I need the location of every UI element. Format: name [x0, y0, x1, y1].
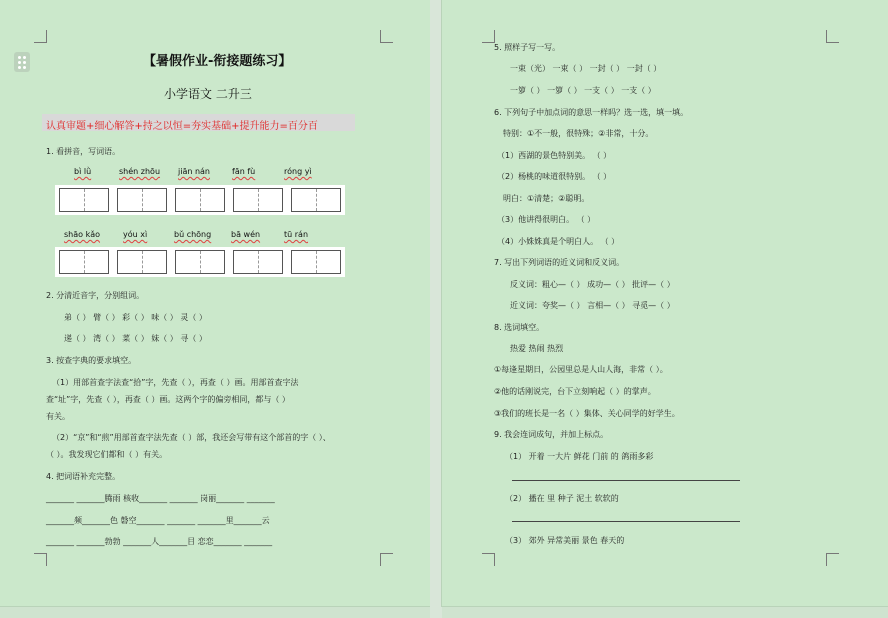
writing-box[interactable] — [233, 250, 283, 274]
q4-line: _______ _______勃勃 _______人_______目 恋恋_______ _______ — [46, 537, 273, 546]
crop-mark — [34, 30, 47, 43]
answer-line[interactable] — [512, 480, 740, 481]
pinyin-label: bā wén — [231, 230, 261, 239]
pinyin-label: bǔ chōng — [174, 230, 212, 239]
page-gutter — [430, 0, 442, 618]
q6-sentence: （4）小姝姝真是个明白人。 （ ） — [497, 237, 620, 246]
writing-box[interactable] — [117, 188, 167, 212]
writing-box[interactable] — [233, 188, 283, 212]
crop-mark — [380, 553, 393, 566]
q6-sentence: （1）西湖的景色特别美。 （ ） — [497, 151, 612, 160]
q7-title: 7. 写出下列词语的近义词和反义词。 — [494, 258, 625, 267]
q7-line: 反义词：粗心—（ ） 成功—（ ） 批评—（ ） — [510, 280, 675, 289]
q7-line: 近义词：夸奖—（ ） 言相—（ ） 寻觅—（ ） — [510, 301, 675, 310]
q4-title: 4. 把词语补充完整。 — [46, 472, 121, 481]
q3-line: （2）“京”和“煎”用部首查字法先查（ ）部，我还会写带有这个部首的字（ ）、 — [52, 433, 331, 442]
pinyin-label: yóu xì — [123, 230, 148, 239]
q6-definition: 明白：①清楚；②聪明。 — [503, 194, 590, 203]
crop-mark — [826, 553, 839, 566]
q9-line: （3） 郊外 异常美丽 景色 春天的 — [505, 536, 625, 545]
q8-title: 8. 选词填空。 — [494, 323, 545, 332]
answer-line[interactable] — [512, 521, 740, 522]
q6-definition: 特别：①不一般，很特殊；②非常，十分。 — [503, 129, 654, 138]
q4-line: _______ _______腾雨 核收_______ _______ 岗丽_______ _______ — [46, 494, 275, 503]
pinyin-label: róng yì — [284, 167, 312, 176]
pinyin-label: shén zhōu — [119, 167, 161, 176]
writing-box[interactable] — [291, 250, 341, 274]
writing-box[interactable] — [117, 250, 167, 274]
crop-mark — [482, 30, 495, 43]
pinyin-label: shāo kǎo — [64, 230, 101, 239]
pinyin-label: fān fù — [232, 167, 256, 176]
q6-title: 6. 下列句子中加点词的意思一样吗？选一选，填一填。 — [494, 108, 689, 117]
crop-mark — [826, 30, 839, 43]
q3-line: （ ）。我发现它们都和（ ）有关。 — [46, 450, 168, 459]
q1-title: 1. 看拼音，写词语。 — [46, 147, 121, 156]
pinyin-label: bì lǜ — [74, 167, 92, 176]
writing-box[interactable] — [291, 188, 341, 212]
writing-box[interactable] — [175, 188, 225, 212]
q6-sentence: （2）杨桃的味道很特别。 （ ） — [497, 172, 612, 181]
q8-sentence: ②他的话刚说完，台下立刻响起（ ）的掌声。 — [494, 387, 656, 396]
q4-line: _______频_______色 磐空_______ _______ _______里_______云 — [46, 516, 270, 525]
q3-line: 查“址”字，先查（ ），再查（ ）画。这两个字的偏旁相同，都与（ ） — [46, 395, 290, 404]
crop-mark — [34, 553, 47, 566]
writing-grid-row — [55, 247, 345, 277]
q3-line: （1）用部首查字法查“拾”字，先查（ ），再查（ ）画。用部首查字法 — [52, 378, 299, 387]
q9-line: （1） 开着 一大片 鲜花 门前 的 鸽雨多彩 — [505, 452, 654, 461]
q2-line: 弟（ ） 臂（ ） 彩（ ） 味（ ） 灵（ ） — [64, 313, 207, 322]
q5-title: 5. 照样子写一写。 — [494, 43, 561, 52]
q2-title: 2. 分清近音字，分别组词。 — [46, 291, 145, 300]
q9-line: （2） 播在 里 种子 泥土 软软的 — [505, 494, 619, 503]
pinyin-label: tū rán — [284, 230, 309, 239]
q5-line: 一箩（ ） 一箩（ ） 一支（ ） 一支（ ） — [510, 86, 656, 95]
writing-box[interactable] — [59, 188, 109, 212]
q5-line: 一束（光） 一束（ ） 一封（ ） 一封（ ） — [510, 64, 662, 73]
crop-mark — [482, 553, 495, 566]
crop-mark — [380, 30, 393, 43]
writing-grid-row — [55, 185, 345, 215]
q8-sentence: ③我们的班长是一名（ ）集体、关心同学的好学生。 — [494, 409, 680, 418]
motto-text: 认真审题+细心解答+持之以恒=夯实基础+提升能力=百分百 — [46, 121, 318, 132]
document-title: 【暑假作业-衔接题练习】 — [143, 54, 292, 69]
q3-title: 3. 按查字典的要求填空。 — [46, 356, 137, 365]
writing-box[interactable] — [175, 250, 225, 274]
q3-line: 有关。 — [46, 412, 70, 421]
q8-options: 热爱 热闹 热烈 — [510, 344, 564, 353]
q2-line: 递（ ） 湾（ ） 菜（ ） 妹（ ） 寻（ ） — [64, 334, 207, 343]
document-subtitle: 小学语文 二升三 — [164, 87, 252, 101]
q6-sentence: （3）他讲得很明白。 （ ） — [497, 215, 596, 224]
pinyin-label: jiān nán — [178, 167, 211, 176]
q8-sentence: ①每逢星期日，公园里总是人山人海，非常（ ）。 — [494, 365, 668, 374]
drag-handle-icon[interactable] — [14, 52, 30, 72]
writing-box[interactable] — [59, 250, 109, 274]
q9-title: 9. 我会连词成句，并加上标点。 — [494, 430, 609, 439]
